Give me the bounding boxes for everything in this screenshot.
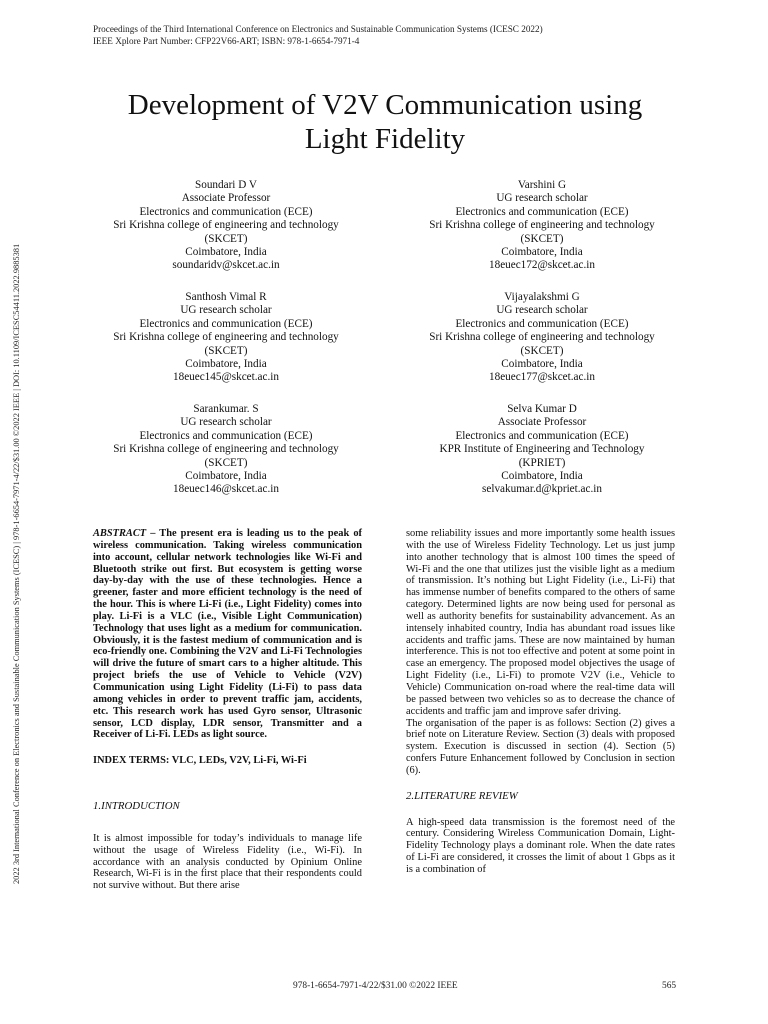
- introduction-continued: some reliability issues and more importantly some health issues with the use of Wireless Fidelity Technology. Let us just jump into another technology that is almost 100 times the speed of Wi-Fi and the one that utilizes just the visible light as a medium of transmission. It’s nothing but Light Fidelity (i.e., Li-Fi) that has immense number of benefits compared to the others of same category. Determined lights are now being used for personal as well as authority benefits for sustainability advancement. As an intensely inhabited country, India has abundant road issues like accidents and traffic jams. These are now maintained by human interference. This is not too effective and potent at some point in case an emergency. The proposed model objectives the usage of Light Fidelity (i.e., Li-Fi) to promote V2V (i.e., Vehicle to Vehicle) Communication on-road where the real-time data will be passed between two vehicles so as to decrease the chance of accidents and traffic jam and improve safer driving.: [406, 528, 675, 717]
- author-dept: Electronics and communication (ECE): [455, 205, 629, 218]
- header-line-2: IEEE Xplore Part Number: CFP22V66-ART; ISBN: 978-1-6654-7971-4: [93, 35, 360, 46]
- author-block-1: [76, 179, 376, 273]
- author-city: Coimbatore, India: [185, 358, 267, 371]
- paper-organisation: The organisation of the paper is as follows: Section (2) gives a brief note on Literature Review. Section (3) deals with proposed system. Execution is discussed in section (4). Section (5) confers Future Enhancement followed by Conclusion in section (6).: [406, 717, 675, 776]
- author-email: soundaridv@skcet.ac.in: [172, 259, 280, 272]
- author-dept: Electronics and communication (ECE): [139, 205, 313, 218]
- author-block-2: [392, 179, 692, 273]
- author-name: Santhosh Vimal R: [185, 291, 267, 303]
- author-email: 18euec172@skcet.ac.in: [489, 259, 595, 272]
- author-email: selvakumar.d@kpriet.ac.in: [482, 483, 602, 496]
- author-name: Vijayalakshmi G: [504, 291, 580, 303]
- author-city: Coimbatore, India: [185, 470, 267, 483]
- author-dept: Electronics and communication (ECE): [455, 317, 629, 330]
- side-margin-citation: 2022 3rd International Conference on Electronics and Sustainable Communication Systems (ICESC) | 978-1-6654-7971-4/22/$31.00 ©2022 IEEE | DOI: 10.1109/ICESC54411.2022.9885381: [12, 243, 21, 884]
- author-institution: Sri Krishna college of engineering and technology: [429, 331, 655, 344]
- conference-header: [93, 24, 543, 47]
- author-block-4: [392, 291, 692, 385]
- header-line-1: Proceedings of the Third International Conference on Electronics and Sustainable Communication Systems (ICESC 2022): [93, 24, 543, 34]
- abstract-label: ABSTRACT: [93, 528, 147, 539]
- author-inst-abbr: (SKCET): [520, 232, 564, 245]
- literature-review-text: A high-speed data transmission is the foremost need of the century. Considering Wireless Communication Domain, Light-Fidelity Technology plays a dominant role. When the date rates of Li-Fi are considered, it crosses the limit of about 1 Gbps as it is a combination of: [406, 816, 675, 875]
- author-city: Coimbatore, India: [185, 246, 267, 259]
- section-heading-introduction: 1.INTRODUCTION: [93, 800, 180, 813]
- author-inst-abbr: (KPRIET): [518, 456, 566, 469]
- introduction-text: It is almost impossible for today’s individuals to manage life without the usage of Wireless Fidelity (i.e., Wi-Fi). In accordance with an analysis conducted by Opinium Online Research, Wi-Fi is in the first place that their respondents could not survive without. But there arise: [93, 832, 362, 892]
- author-inst-abbr: (SKCET): [204, 456, 248, 469]
- author-city: Coimbatore, India: [501, 246, 583, 259]
- author-city: Coimbatore, India: [501, 470, 583, 483]
- author-role: UG research scholar: [496, 304, 588, 317]
- paper-title: [60, 88, 710, 156]
- author-inst-abbr: (SKCET): [204, 344, 248, 357]
- author-dept: Electronics and communication (ECE): [455, 429, 629, 442]
- author-block-5: [76, 403, 376, 497]
- section-heading-literature-review: 2.LITERATURE REVIEW: [406, 789, 518, 802]
- author-role: Associate Professor: [181, 192, 271, 205]
- author-role: UG research scholar: [496, 192, 588, 205]
- author-block-6: [392, 403, 692, 497]
- author-institution: Sri Krishna college of engineering and technology: [429, 219, 655, 232]
- author-role: UG research scholar: [180, 416, 272, 429]
- author-inst-abbr: (SKCET): [520, 344, 564, 357]
- footer-copyright: 978-1-6654-7971-4/22/$31.00 ©2022 IEEE: [293, 981, 458, 991]
- author-email: 18euec146@skcet.ac.in: [173, 483, 279, 496]
- abstract: [93, 528, 362, 741]
- left-column: [93, 528, 362, 892]
- index-terms: INDEX TERMS: VLC, LEDs, V2V, Li-Fi, Wi-Fi: [93, 755, 307, 767]
- author-institution: Sri Krishna college of engineering and technology: [113, 443, 339, 456]
- author-email: 18euec145@skcet.ac.in: [173, 371, 279, 384]
- author-name: Sarankumar. S: [193, 403, 259, 415]
- author-email: 18euec177@skcet.ac.in: [489, 371, 595, 384]
- author-name: Selva Kumar D: [507, 403, 577, 415]
- author-role: UG research scholar: [180, 304, 272, 317]
- author-name: Soundari D V: [195, 179, 257, 191]
- right-column: [406, 528, 675, 876]
- title-line-1: Development of V2V Communication using: [127, 89, 643, 121]
- author-institution: KPR Institute of Engineering and Technology: [439, 443, 645, 456]
- author-role: Associate Professor: [497, 416, 587, 429]
- abstract-text: – The present era is leading us to the peak of wireless communication. Taking wireless communication into account, cellular network technologies like Wi-Fi and Bluetooth strike out first. But ecosystem is getting worse day-by-day with the use of these technologies. Hence a greener, faster and more efficient technology is the need of the hour. This is where Li-Fi (i.e., Light Fidelity) comes into play. Li-Fi is a VLC (i.e., Visible Light Communication) Technology that uses light as a medium for communication. Obviously, it is the fastest medium of communication and is eco-friendly one. Combining the V2V and Li-Fi Technologies will drive the future of smart cars to a higher altitude. This project briefs the use of Vehicle to Vehicle (V2V) Communication using Light Fidelity (Li-Fi) to pass data among vehicles in order to prevent traffic jam, accidents, etc. This research work has used Gyro sensor, Ultrasonic sensor, LCD display, LDR sensor, Transmitter and a Receiver of Li-Fi. LEDs as light source.: [93, 528, 362, 741]
- author-institution: Sri Krishna college of engineering and technology: [113, 331, 339, 344]
- author-dept: Electronics and communication (ECE): [139, 317, 313, 330]
- author-dept: Electronics and communication (ECE): [139, 429, 313, 442]
- page-number: 565: [662, 981, 677, 991]
- author-institution: Sri Krishna college of engineering and technology: [113, 219, 339, 232]
- author-inst-abbr: (SKCET): [204, 232, 248, 245]
- author-block-3: [76, 291, 376, 385]
- author-city: Coimbatore, India: [501, 358, 583, 371]
- author-name: Varshini G: [517, 179, 567, 191]
- title-line-2: Light Fidelity: [304, 123, 466, 155]
